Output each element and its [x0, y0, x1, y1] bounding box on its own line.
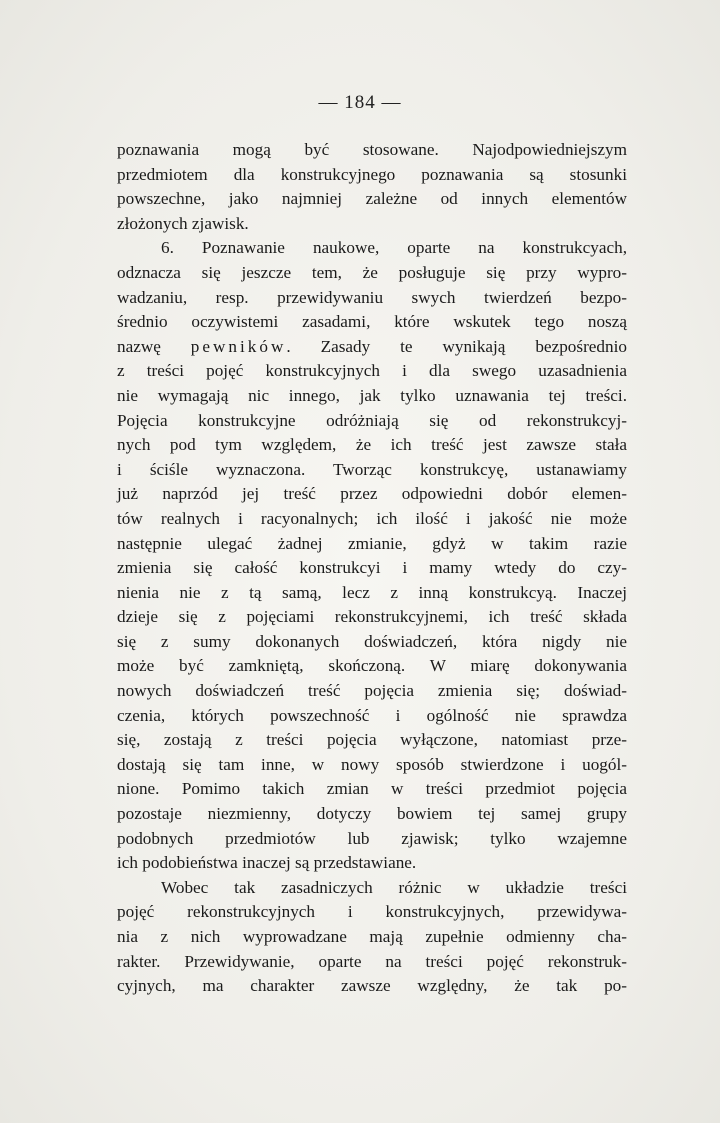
- text-line: Pojęcia konstrukcyjne odróżniają się od rekonstrukcyj-: [117, 410, 627, 430]
- text-line: nowych doświadczeń treść pojęcia zmienia się; doświad-: [117, 681, 627, 701]
- text-line: odznacza się jeszcze tem, że posługuje się przy wypro-: [117, 262, 627, 282]
- text-line: powszechne, jako najmniej zależne od innych elementów: [117, 189, 627, 209]
- text-line: [117, 335, 627, 360]
- text-line: podobnych przedmiotów lub zjawisk; tylko wzajemne: [117, 828, 627, 848]
- text-line: 6. Poznawanie naukowe, oparte na konstrukcyach,: [161, 238, 627, 258]
- body-text: [117, 138, 627, 999]
- text-line: cyjnych, ma charakter zawsze względny, że tak po-: [117, 976, 627, 996]
- text-line: nia z nich wyprowadzane mają zupełnie odmienny cha-: [117, 927, 627, 946]
- page-number: — 184 —: [318, 92, 402, 113]
- text-line: dzieje się z pojęciami rekonstrukcyjnemi, ich treść składa: [117, 607, 627, 627]
- text-line: przedmiotem dla konstrukcyjnego poznawania są stosunki: [117, 164, 627, 184]
- text-line: tów realnych i racyonalnych; ich ilość i jakość nie może: [117, 508, 627, 528]
- text-line: rakter. Przewidywanie, oparte na treści pojęć rekonstruk-: [117, 951, 627, 971]
- text-line: wadzaniu, resp. przewidywaniu swych twierdzeń bezpo-: [117, 287, 627, 307]
- text-line: nienia nie z tą samą, lecz z inną konstrukcyą. Inaczej: [117, 582, 627, 602]
- text-line: czenia, których powszechność i ogólność nie sprawdza: [117, 705, 627, 725]
- text-line: pojęć rekonstrukcyjnych i konstrukcyjnych, przewidywa-: [117, 902, 627, 922]
- text-line: poznawania mogą być stosowane. Najodpowiedniejszym: [117, 140, 627, 159]
- text-line: i ściśle wyznaczona. Tworząc konstrukcyę, ustanawiamy: [117, 459, 627, 479]
- text-line: nie wymagają nic innego, jak tylko uznawania tej treści.: [117, 385, 627, 405]
- text-line: Wobec tak zasadniczych różnic w układzie treści: [161, 877, 627, 897]
- text-line: pozostaje niezmienny, dotyczy bowiem tej samej grupy: [117, 804, 627, 824]
- text-segment: . Zasady te wynikają bezpośrednio: [286, 336, 627, 356]
- text-line: z treści pojęć konstrukcyjnych i dla swego uzasadnienia: [117, 361, 627, 381]
- text-line: średnio oczywistemi zasadami, które wskutek tego noszą: [117, 312, 627, 332]
- text-line: nych pod tym względem, że ich treść jest zawsze stała: [117, 435, 627, 455]
- text-line: zmienia się całość konstrukcyi i mamy wtedy do czy-: [117, 558, 627, 578]
- text-line: może być zamkniętą, skończoną. W miarę dokonywania: [117, 656, 627, 676]
- text-line: dostają się tam inne, w nowy sposób stwierdzone i uogól-: [117, 754, 627, 774]
- spaced-term: pewników: [190, 336, 287, 356]
- text-line: się, zostają z treści pojęcia wyłączone, natomiast prze-: [117, 730, 627, 750]
- text-line: się z sumy dokonanych doświadczeń, która nigdy nie: [117, 631, 627, 651]
- text-line: złożonych zjawisk.: [117, 213, 249, 233]
- text-line: nione. Pomimo takich zmian w treści przedmiot pojęcia: [117, 779, 627, 799]
- text-line: następnie ulegać żadnej zmianie, gdyż w takim razie: [117, 533, 627, 553]
- text-line: już naprzód jej treść przez odpowiedni dobór elemen-: [117, 484, 627, 504]
- text-line: ich podobieństwa inaczej są przedstawiane.: [117, 853, 417, 873]
- text-segment: nazwę: [117, 336, 191, 356]
